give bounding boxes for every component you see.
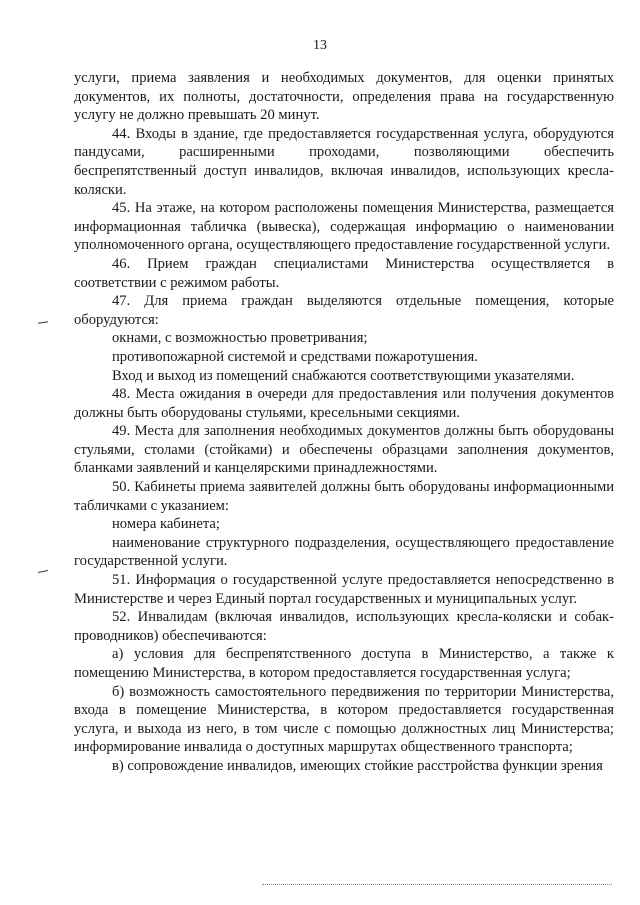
- list-item: номера кабинета;: [112, 516, 220, 533]
- page-number: 13: [313, 38, 327, 53]
- list-item: а) условия для беспрепятственного доступа в Министерство, а также к помещению Министерства, в котором предоставляется государственная услуга;: [74, 646, 614, 681]
- paragraph: 47. Для приема граждан выделяются отдельные помещения, которые оборудуются:: [74, 293, 614, 328]
- margin-mark: [38, 321, 48, 323]
- paragraph: 49. Места для заполнения необходимых документов должны быть оборудованы стульями, столами (стойками) и обеспечены образцами заполнения документов, бланками заявлений и канцелярскими принадлежностями.: [74, 423, 614, 477]
- list-item: Вход и выход из помещений снабжаются соответствующими указателями.: [112, 367, 575, 384]
- list-item: противопожарной системой и средствами пожаротушения.: [112, 348, 478, 365]
- footer-divider: [262, 884, 612, 885]
- list-item: в) сопровождение инвалидов, имеющих стойкие расстройства функции зрения: [112, 757, 603, 774]
- margin-mark: [38, 570, 48, 573]
- paragraph: 46. Прием граждан специалистами Министерства осуществляется в соответствии с режимом работы.: [74, 255, 614, 291]
- document-body: [74, 69, 614, 776]
- paragraph: 51. Информация о государственной услуге предоставляется непосредственно в Министерстве и через Единый портал государственных и муниципальных услуг.: [74, 572, 614, 607]
- paragraph: 44. Входы в здание, где предоставляется государственная услуга, оборудуются пандусами, расширенными проходами, позволяющими обеспечить беспрепятственный доступ инвалидов, включая инвалидов, использующих кресла-коляски.: [74, 125, 614, 198]
- paragraph: 48. Места ожидания в очереди для предоставления или получения документов должны быть оборудованы стульями, кресельными секциями.: [74, 386, 614, 421]
- paragraph: 45. На этаже, на котором расположены помещения Министерства, размещается информационная табличка (вывеска), содержащая информацию о наименовании уполномоченного органа, осуществляющего предоставление государственной услуги.: [74, 200, 614, 254]
- paragraph: услуги, приема заявления и необходимых документов, для оценки принятых документов, их полноты, достаточности, определения права на государственную услугу не должно превышать 20 минут.: [74, 70, 614, 124]
- list-item: окнами, с возможностью проветривания;: [112, 330, 368, 347]
- list-item: б) возможность самостоятельного передвижения по территории Министерства, входа в помещение Министерства, в котором предоставляется государственная услуга, и выхода из него, в том числе с помощью должностных лиц Министерства; информирование инвалида о доступных маршрутах общественного транспорта;: [74, 683, 614, 756]
- paragraph: 52. Инвалидам (включая инвалидов, использующих кресла-коляски и собак-проводников) обеспечиваются:: [74, 609, 614, 644]
- paragraph: 50. Кабинеты приема заявителей должны быть оборудованы информационными табличками с указанием:: [74, 479, 614, 514]
- list-item: наименование структурного подразделения, осуществляющего предоставление государственной услуги.: [74, 534, 614, 570]
